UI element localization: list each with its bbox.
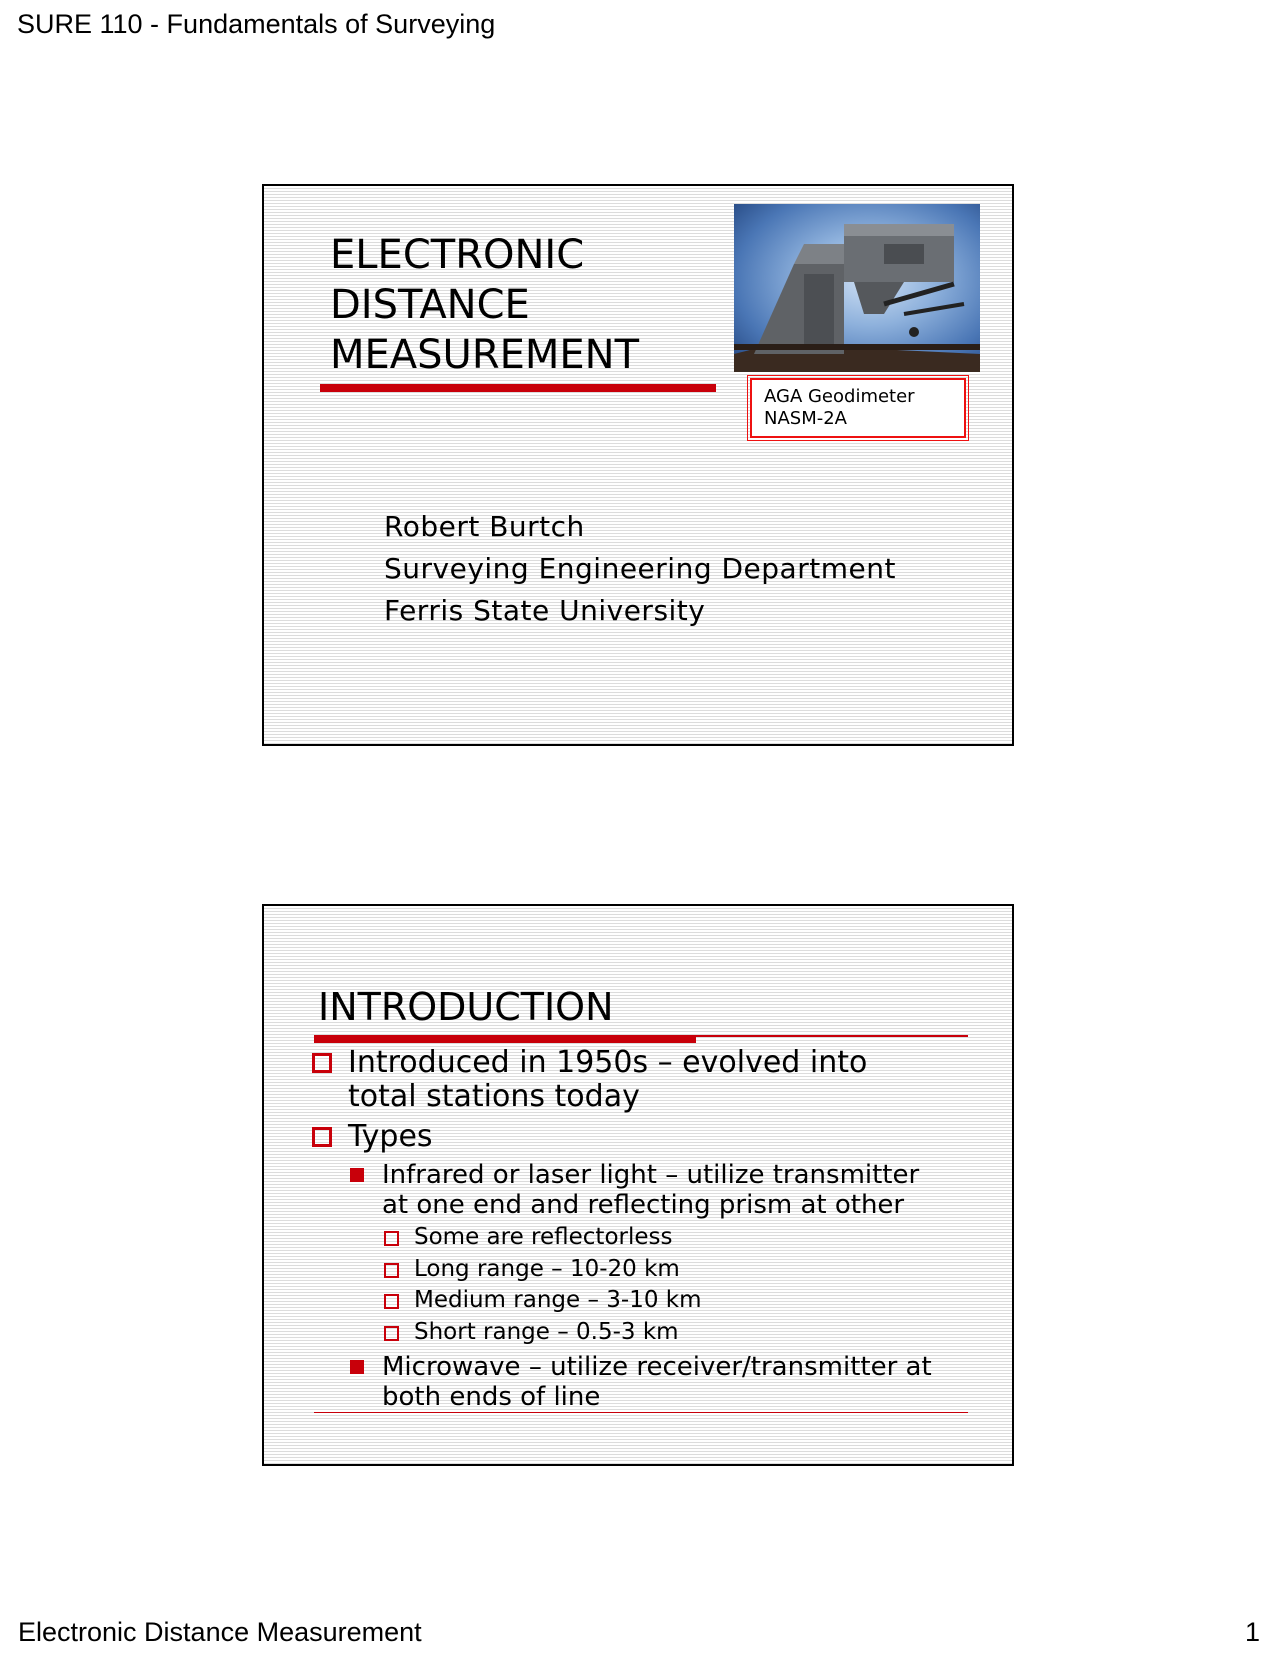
sub-sub-bullet-item: Short range – 0.5-3 km	[384, 1317, 679, 1347]
page-number: 1	[1244, 1617, 1260, 1647]
page-footer-title: Electronic Distance Measurement	[18, 1617, 422, 1647]
sub-sub-bullet-item: Some are reflectorless	[384, 1222, 672, 1252]
photo-caption	[750, 378, 966, 438]
hollow-square-bullet-icon	[312, 1053, 332, 1073]
title-underline	[320, 384, 716, 392]
page-header-title: SURE 110 - Fundamentals of Surveying	[17, 9, 496, 39]
sub-bullet-item: Microwave – utilize receiver/transmitter at both ends of line	[350, 1352, 950, 1412]
filled-square-bullet-icon	[350, 1360, 364, 1374]
bullet-item: Types	[312, 1120, 912, 1154]
author-university: Ferris State University	[384, 594, 706, 627]
slide-heading: INTRODUCTION	[318, 985, 614, 1029]
sub-bullet-item: Infrared or laser light – utilize transmitter at one end and reflecting prism at other	[350, 1160, 950, 1220]
author-name: Robert Burtch	[384, 510, 585, 543]
slide-title	[262, 184, 1014, 746]
title-rule-accent	[314, 1035, 696, 1043]
hollow-square-bullet-icon	[384, 1263, 399, 1278]
caption-line-1: AGA Geodimeter	[764, 386, 915, 407]
hollow-square-bullet-icon	[312, 1127, 332, 1147]
sub-sub-bullet-item: Medium range – 3-10 km	[384, 1285, 702, 1315]
bullet-item: Introduced in 1950s – evolved into total stations today	[312, 1046, 912, 1114]
caption-line-2: NASM-2A	[764, 408, 847, 429]
author-department: Surveying Engineering Department	[384, 552, 896, 585]
slide-title-heading: ELECTRONIC DISTANCE MEASUREMENT	[330, 232, 640, 378]
slide-introduction	[262, 904, 1014, 1466]
sub-sub-bullet-item: Long range – 10-20 km	[384, 1254, 680, 1284]
filled-square-bullet-icon	[350, 1168, 364, 1182]
geodimeter-photo	[734, 204, 980, 372]
hollow-square-bullet-icon	[384, 1326, 399, 1341]
hollow-square-bullet-icon	[384, 1294, 399, 1309]
hollow-square-bullet-icon	[384, 1231, 399, 1246]
geodimeter-illustration	[734, 204, 980, 372]
footer-rule	[314, 1412, 968, 1413]
author-block	[384, 506, 896, 632]
